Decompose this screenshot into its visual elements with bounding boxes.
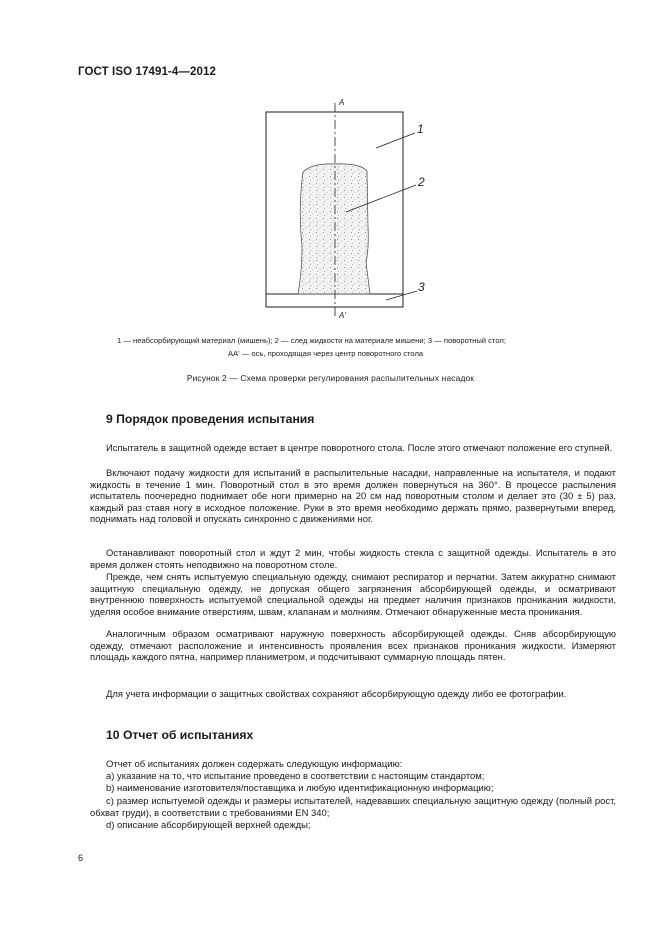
callout-1-leader	[376, 133, 415, 148]
axis-top-label: A	[339, 98, 345, 107]
figure-caption-line1: 1 — неабсорбирующий материал (мишень); 2 — след жидкости на материале мишени; 3 — поворотный стол;	[117, 336, 506, 345]
liquid-trace-shape	[298, 164, 370, 294]
section-9-paragraph-6: Для учета информации о защитных свойствах сохраняют абсорбирующую одежду либо ее фотографии.	[106, 689, 567, 700]
callout-3-label: 3	[418, 280, 425, 294]
section-10-intro: Отчет об испытаниях должен содержать следующую информацию:	[106, 759, 403, 770]
report-item-c: c) размер испытуемой одежды и размеры испытателей, надевавших специальную защитную одежду (полный рост, обхват груди), в соответствии с требованиями EN 340;	[90, 796, 616, 819]
section-9-title: 9 Порядок проведения испытания	[106, 412, 315, 426]
axis-bottom-label: A'	[339, 311, 346, 320]
section-9-paragraph-2: Включают подачу жидкости для испытаний в распылительные насадки, направленные на испытателя, и подают жидкость в течение 1 мин. Поворотный стол в это время должен повернуться на 360°. В процессе распыления испытатель поочередно поднимает обе ноги примерно на 20 см над поворотным столом и делает это (30 ± 5) раз, каждый раз ставя ногу в исходное положение. Руки в это время необходимо держать прямо, развернутыми вперед, поднимать над головой и опускать синхронно с движениями ног.	[90, 468, 616, 526]
section-9-paragraph-5: Аналогичным образом осматривают наружную поверхность абсорбирующей одежды. Сняв абсорбирующую одежду, отмечают расположение и интенсивность проявления всех признаков проникания жидкости. Измеряют площадь каждого пятна, например планиметром, и подсчитывают суммарную площадь пятен.	[90, 629, 616, 664]
callout-2-label: 2	[418, 175, 425, 189]
page-number: 6	[78, 853, 84, 863]
figure-title: Рисунок 2 — Схема проверки регулирования распылительных насадок	[186, 373, 475, 383]
figure-2-diagram	[0, 0, 661, 360]
report-item-b: b) наименование изготовителя/поставщика и любую идентификационную информацию;	[106, 783, 494, 794]
callout-1-label: 1	[417, 122, 424, 136]
section-9-paragraph-1: Испытатель в защитной одежде встает в центре поворотного стола. После этого отмечают положение его ступней.	[106, 443, 613, 454]
section-9-paragraph-3: Останавливают поворотный стол и ждут 2 мин, чтобы жидкость стекла с защитной одежды. Испытатель в это время должен стоять неподвижно на поворотном столе.	[90, 548, 616, 571]
report-item-a: a) указание на то, что испытание проведено в соответствии с настоящим стандартом;	[106, 771, 485, 782]
figure-caption-line2: AA' — ось, проходящая через центр поворотного стола	[228, 349, 424, 358]
section-9-paragraph-4: Прежде, чем снять испытуемую специальную одежду, снимают респиратор и перчатки. Затем аккуратно снимают защитную специальную одежду, не допуская общего загрязнения абсорбирующей одежды, и осматривают внутреннюю поверхность испытуемой специальной одежды на предмет наличия признаков проникания жидкости, уделяя особое внимание отверстиям, швам, клапанам и молниям. Отмечают обнаруженные места проникания.	[90, 572, 616, 618]
report-item-d: d) описание абсорбирующей верхней одежды;	[106, 820, 311, 831]
document-header: ГОСТ ISO 17491-4—2012	[78, 66, 216, 78]
callout-3-leader	[386, 291, 417, 300]
section-10-title: 10 Отчет об испытаниях	[106, 728, 254, 742]
